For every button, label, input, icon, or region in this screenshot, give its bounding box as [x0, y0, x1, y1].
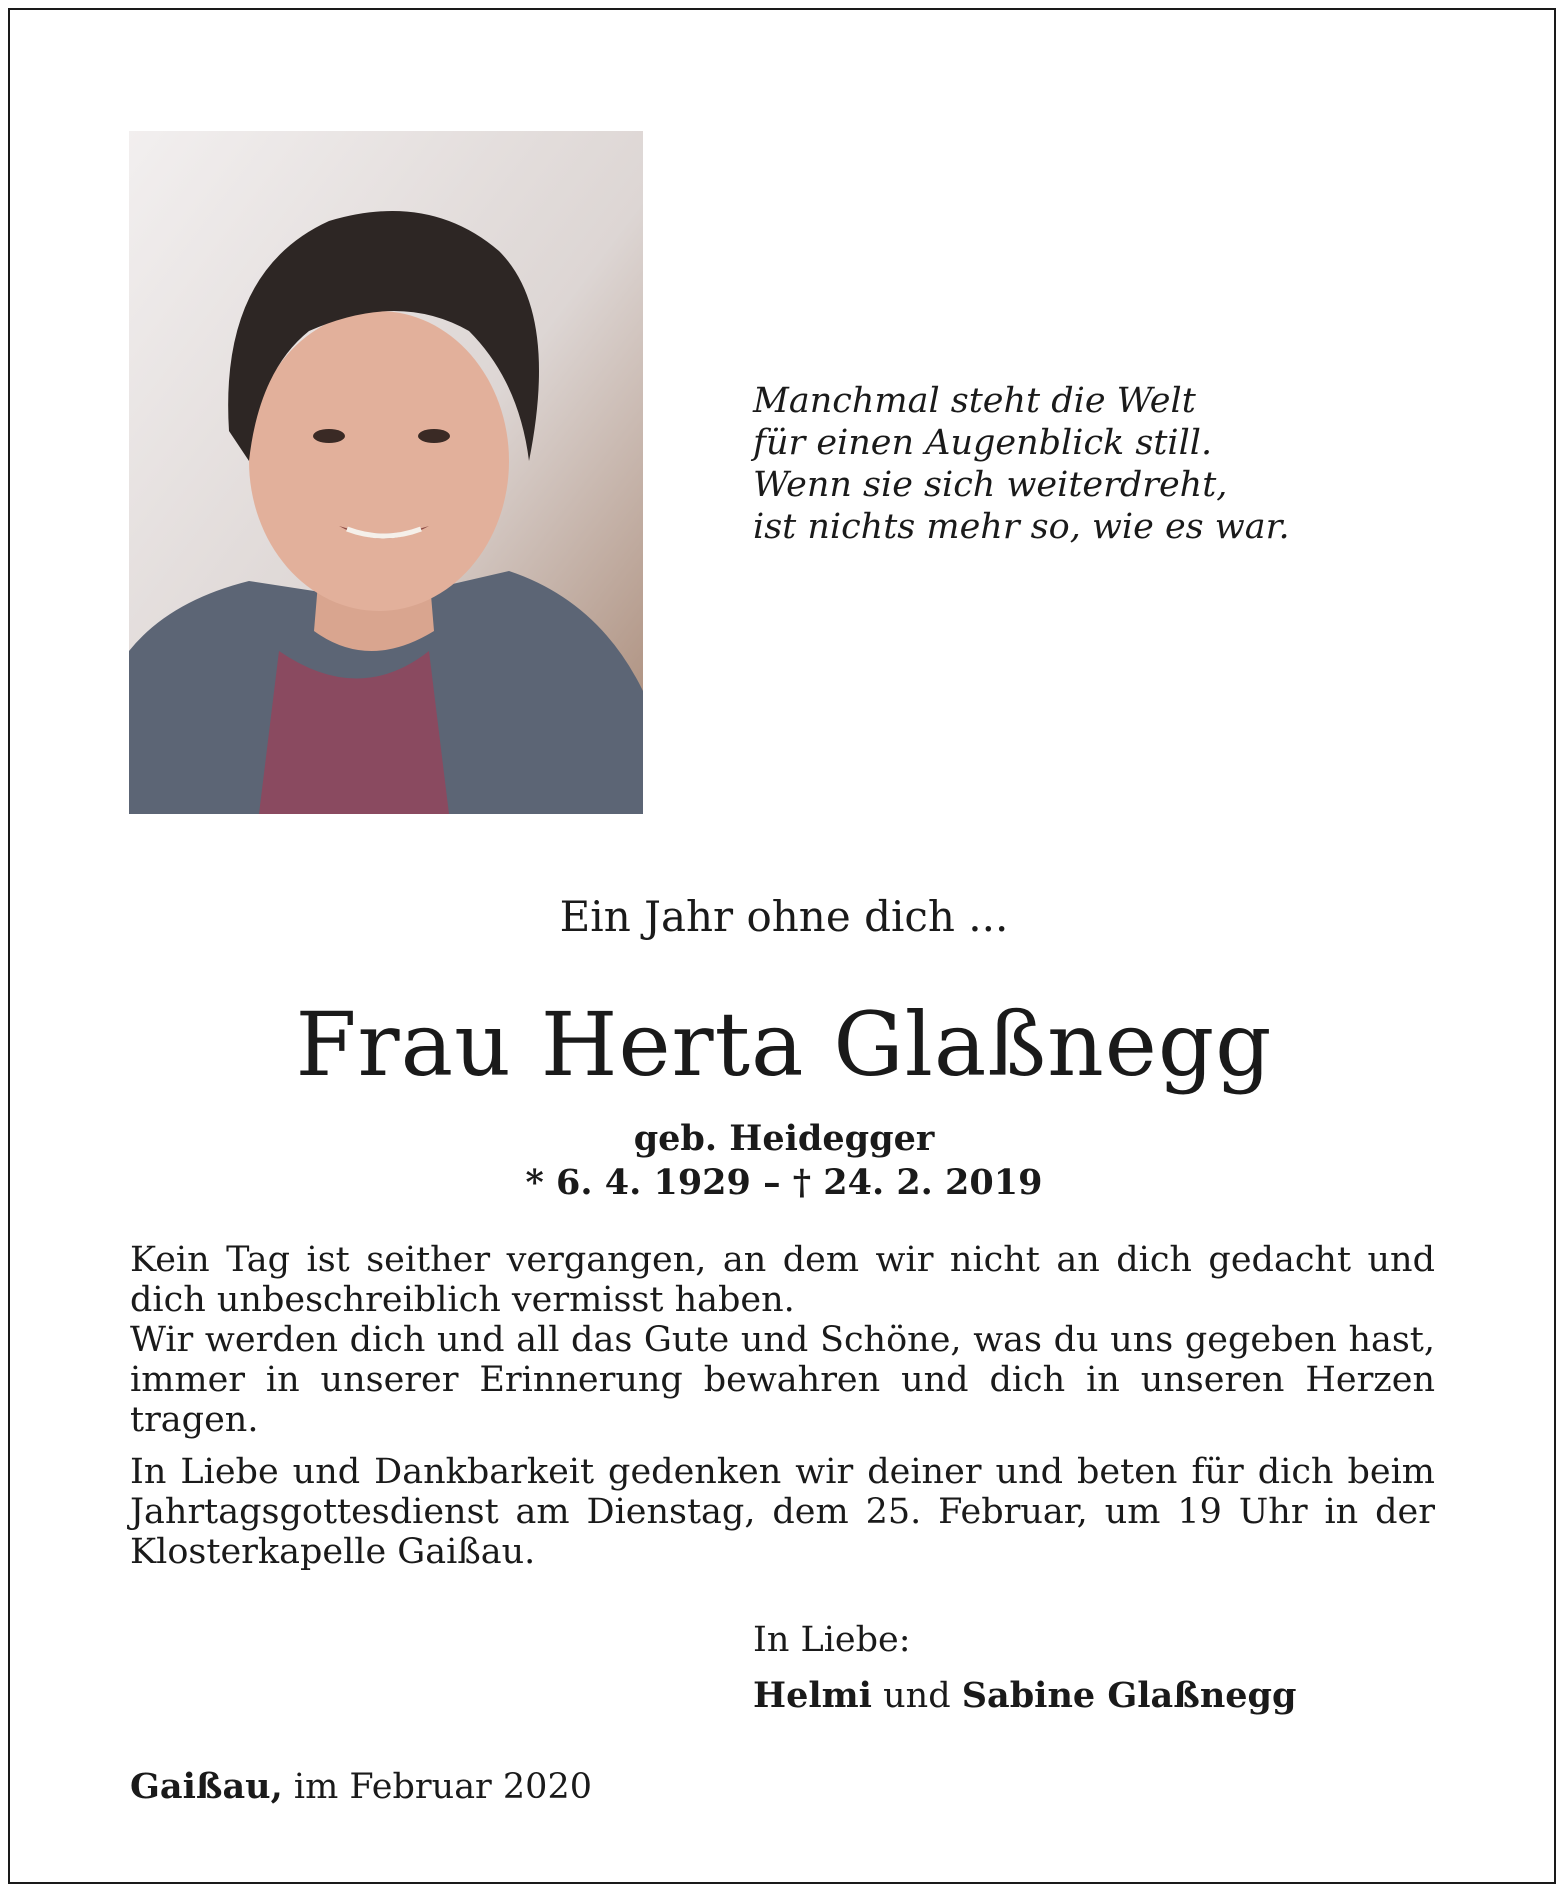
- portrait-photo: [129, 131, 643, 814]
- quote-line: Wenn sie sich weiterdreht,: [753, 465, 1228, 505]
- birth-name: geb. Heidegger: [633, 1118, 935, 1159]
- intro-line: Ein Jahr ohne dich ...: [559, 892, 1009, 941]
- place-date-text: im Februar 2020: [293, 1767, 592, 1807]
- quote-line: Manchmal steht die Welt: [753, 381, 1196, 421]
- life-dates: * 6. 4. 1929 – † 24. 2. 2019: [525, 1162, 1043, 1203]
- paragraph-text: Kein Tag ist seither vergangen, an dem wir nicht an dich gedacht und dich unbeschreiblich vermisst haben.: [130, 1240, 1435, 1320]
- paragraph-text: Wir werden dich und all das Gute und Schöne, was du uns gegeben hast, immer in unserer Erinnerung bewahren und dich in unseren Herzen tragen.: [130, 1320, 1435, 1440]
- service-paragraph: In Liebe und Dankbarkeit gedenken wir deiner und beten für dich beim Jahrtagsgottesdienst am Dienstag, dem 25. Februar, um 19 Uhr in der Klosterkapelle Gaißau.: [130, 1452, 1435, 1572]
- deceased-name: Frau Herta Glaßnegg: [295, 993, 1273, 1096]
- portrait-illustration: [129, 131, 643, 814]
- signature-label: In Liebe:: [753, 1620, 911, 1660]
- signer-joiner: und: [883, 1676, 951, 1716]
- place-town: Gaißau,: [130, 1766, 283, 1807]
- signer-first: Helmi: [753, 1675, 872, 1716]
- signer-second: Sabine Glaßnegg: [961, 1675, 1297, 1716]
- quote-line: ist nichts mehr so, wie es war.: [753, 507, 1290, 547]
- remembrance-paragraph: [130, 1240, 1435, 1440]
- signature-names: [753, 1675, 1297, 1716]
- quote-line: für einen Augenblick still.: [753, 423, 1213, 463]
- memorial-quote: [753, 380, 1290, 548]
- place-date: [130, 1766, 592, 1807]
